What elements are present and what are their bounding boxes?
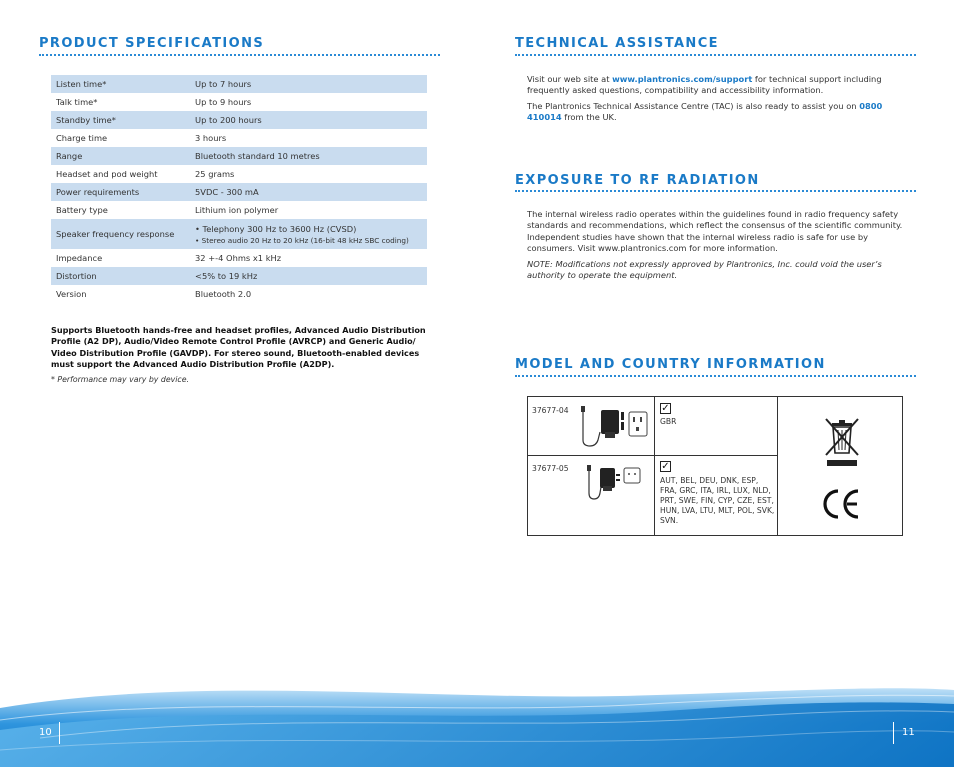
tac-phone-number: 0800 410014 (527, 101, 883, 123)
spec-value: 32 +-4 Ohms x1 kHz (195, 253, 282, 263)
spec-value: Up to 200 hours (190, 111, 427, 129)
table-row (51, 183, 427, 201)
heading-divider (515, 190, 916, 192)
spec-label: Talk time* (56, 97, 98, 107)
country-list: AUT, BEL, DEU, DNK, ESP, FRA, GRC, ITA, IRL, LUX, NLD, PRT, SWE, FIN, CYP, CZE, EST, HUN, LVA, LTU, MLT, POL, SVK, SVN. (660, 476, 775, 525)
spec-value: 25 grams (195, 169, 235, 179)
spec-label: Impedance (56, 253, 103, 263)
performance-footnote: * Performance may vary by device. (51, 375, 189, 384)
spec-label: Battery type (56, 205, 108, 215)
spec-value: Bluetooth standard 10 metres (190, 147, 427, 165)
table-row (51, 129, 427, 147)
table-row (51, 75, 427, 93)
table-row (51, 147, 427, 165)
spec-label: Listen time* (51, 75, 190, 93)
spec-value: • Telephony 300 Hz to 3600 Hz (CVSD) (195, 223, 357, 234)
spec-value: Bluetooth 2.0 (195, 289, 252, 299)
ce-mark-icon (820, 488, 862, 520)
footer-wave-graphic (0, 680, 954, 767)
spec-value-secondary: • Stereo audio 20 Hz to 20 kHz (16-bit 48 kHz SBC coding) (195, 235, 409, 245)
table-row (51, 111, 427, 129)
bluetooth-profiles-note: Supports Bluetooth hands-free and headset profiles, Advanced Audio Distribution Profile (A2 DP), Audio/Video Remote Control Profile (AVRCP) and Generic Audio/ Video Distribution Profile (GAVDP). For stereo sound, Bluetooth-enabled devices must support the Advanced Audio Distribution Profile (A2DP). (51, 325, 426, 369)
model-country-heading: MODEL AND COUNTRY INFORMATION (515, 357, 826, 372)
spec-value-cell (190, 219, 427, 249)
support-text-after: for technical support including frequently asked questions, compatibility and accessibility information. (527, 74, 882, 96)
model-country-grid (527, 396, 903, 536)
specifications-table (51, 75, 427, 303)
table-row (51, 201, 427, 219)
rf-radiation-heading: EXPOSURE TO RF RADIATION (515, 173, 760, 188)
table-row (51, 93, 427, 111)
spec-label: Charge time (56, 133, 108, 143)
table-row (51, 165, 427, 183)
uk-charger-icon (578, 402, 650, 448)
grid-divider (654, 397, 655, 535)
page-number-right: 11 (902, 727, 915, 738)
page-number-divider (893, 722, 894, 744)
spec-label: Distortion (51, 267, 190, 285)
model-number: 37677-05 (532, 464, 569, 473)
table-row (51, 219, 427, 249)
weee-bin-icon (824, 415, 860, 467)
rf-paragraph: The internal wireless radio operates within the guidelines found in radio frequency safety standards and recommendations, which reflect the consensus of the scientific community. Independent studies have shown that the internal wireless radio is safe for use by consumers. Visit www.plantronics.com for more information. (527, 209, 903, 253)
spec-value: <5% to 19 kHz (190, 267, 427, 285)
heading-divider (515, 54, 916, 56)
support-link[interactable]: www.plantronics.com/support (612, 74, 753, 84)
spec-value: Lithium ion polymer (195, 205, 279, 215)
tac-text-after: from the UK. (561, 112, 617, 123)
model-number: 37677-04 (532, 406, 569, 415)
eu-charger-icon (583, 463, 643, 503)
heading-divider (515, 375, 916, 377)
tac-paragraph (527, 101, 903, 124)
spec-value: Up to 9 hours (195, 97, 252, 107)
spec-value: 3 hours (195, 133, 227, 143)
spec-label: Version (56, 289, 87, 299)
spec-value: 5VDC - 300 mA (190, 183, 427, 201)
table-row (51, 285, 427, 303)
table-row (51, 249, 427, 267)
page-number-divider (59, 722, 60, 744)
tac-text-before: The Plantronics Technical Assistance Centre (TAC) is also ready to assist you on (527, 101, 860, 111)
spec-label: Headset and pod weight (56, 169, 158, 179)
support-text-before: Visit our web site at (527, 74, 613, 84)
grid-divider (777, 397, 778, 535)
heading-divider (39, 54, 440, 56)
spec-label: Speaker frequency response (51, 219, 190, 249)
spec-value: Up to 7 hours (190, 75, 427, 93)
checkmark-icon: ✓ (661, 461, 670, 472)
technical-assistance-heading: TECHNICAL ASSISTANCE (515, 36, 719, 51)
country-list: GBR (660, 417, 677, 426)
spec-label: Range (51, 147, 190, 165)
spec-label: Power requirements (51, 183, 190, 201)
checkmark-icon: ✓ (661, 403, 670, 414)
grid-divider (528, 455, 777, 456)
support-paragraph (527, 74, 903, 97)
page-number-left: 10 (39, 727, 52, 738)
table-row (51, 267, 427, 285)
product-specifications-heading: PRODUCT SPECIFICATIONS (39, 36, 265, 51)
spec-label: Standby time* (51, 111, 190, 129)
rf-modification-note: NOTE: Modifications not expressly approved by Plantronics, Inc. could void the user’s authority to operate the equipment. (527, 259, 882, 281)
